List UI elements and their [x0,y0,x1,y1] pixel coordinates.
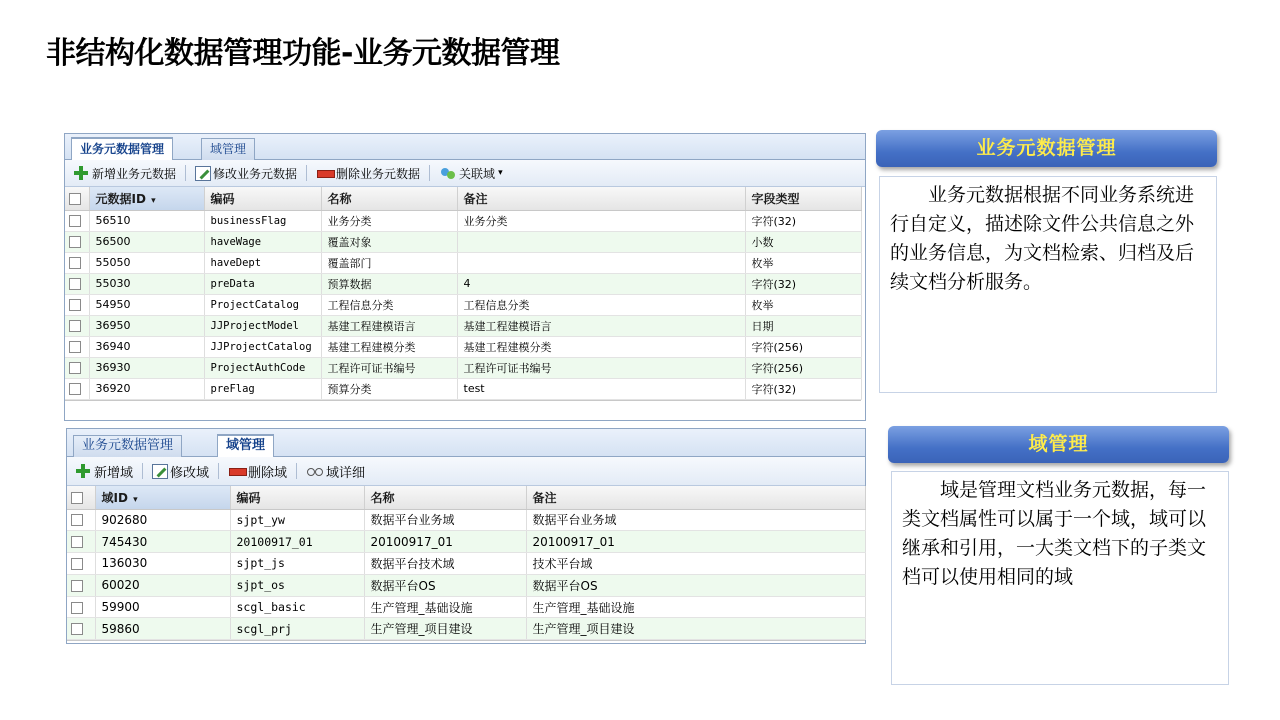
table-cell: 字符(32) [745,210,861,231]
table-cell: 生产管理_基础设施 [364,596,526,618]
row-checkbox[interactable] [67,596,95,618]
row-checkbox[interactable] [67,531,95,553]
metadata-table [65,187,862,400]
info-text-domain: 域是管理文档业务元数据，每一类文档属性可以属于一个域，域可以继承和引用，一大类文档下的子类文档可以使用相同的域 [891,471,1229,685]
table-header [67,486,865,509]
delete-domain-button[interactable]: 删除域 [225,462,290,481]
table-cell: 工程信息分类 [321,294,457,315]
table-cell: 20100917_01 [526,531,865,553]
table-cell: 数据平台业务域 [526,509,865,531]
table-cell: 技术平台域 [526,553,865,575]
edit-domain-button[interactable]: 修改域 [149,462,212,481]
table-cell: 36940 [89,336,204,357]
edit-icon [195,166,211,181]
table-cell [457,252,745,273]
info-title-domain: 域管理 [888,426,1229,463]
row-checkbox[interactable] [65,231,89,252]
table-cell: 数据平台OS [526,574,865,596]
table-cell: sjpt_os [230,574,364,596]
tab-bar [65,134,865,160]
toolbar [67,457,865,486]
table-cell: 59860 [95,618,230,640]
row-checkbox[interactable] [67,618,95,640]
table-cell: 36930 [89,357,204,378]
table-cell: 55030 [89,273,204,294]
table-cell: 136030 [95,553,230,575]
add-metadata-button[interactable]: 新增业务元数据 [69,165,179,182]
table-row[interactable] [65,294,861,315]
info-title-business-metadata: 业务元数据管理 [876,130,1217,167]
table-cell: 4 [457,273,745,294]
table-row[interactable] [65,357,861,378]
table-cell: ProjectAuthCode [204,357,321,378]
table-cell: 20100917_01 [230,531,364,553]
table-cell: 枚举 [745,252,861,273]
table-cell: 60020 [95,574,230,596]
tab-business-metadata[interactable]: 业务元数据管理 [73,435,182,457]
table-cell: 745430 [95,531,230,553]
column-header-field-type[interactable]: 字段类型 [745,187,861,210]
table-cell: 36950 [89,315,204,336]
table-cell: 54950 [89,294,204,315]
table-row[interactable] [67,553,865,575]
column-header-id[interactable]: 元数据ID ▾ [89,187,204,210]
table-row[interactable] [67,509,865,531]
table-cell: test [457,378,745,399]
table-cell: 覆盖对象 [321,231,457,252]
row-checkbox[interactable] [65,210,89,231]
link-icon [439,165,457,181]
row-checkbox[interactable] [65,273,89,294]
domain-table [67,486,866,640]
delete-icon [316,165,334,181]
table-cell: 工程许可证书编号 [457,357,745,378]
table-row[interactable] [67,596,865,618]
table-row[interactable] [65,210,861,231]
row-checkbox[interactable] [67,553,95,575]
table-cell: JJProjectModel [204,315,321,336]
table-cell: 工程信息分类 [457,294,745,315]
toolbar-separator [218,463,219,479]
table-cell: sjpt_yw [230,509,364,531]
table-cell: 字符(256) [745,357,861,378]
table-cell: 59900 [95,596,230,618]
table-cell: 小数 [745,231,861,252]
table-cell: 55050 [89,252,204,273]
table-cell: scgl_basic [230,596,364,618]
toolbar-separator [142,463,143,479]
table-cell: 基建工程建模语言 [457,315,745,336]
table-cell: 56510 [89,210,204,231]
plus-icon [74,463,92,479]
tab-domain[interactable]: 域管理 [217,434,274,457]
domain-panel [66,428,866,644]
table-cell: 生产管理_项目建设 [364,618,526,640]
table-cell: ProjectCatalog [204,294,321,315]
edit-icon [152,464,168,479]
column-header-remark[interactable]: 备注 [457,187,745,210]
row-checkbox[interactable] [67,574,95,596]
toolbar-separator [429,165,430,181]
toolbar-separator [185,165,186,181]
info-text-business-metadata: 业务元数据根据不同业务系统进行自定义，描述除文件公共信息之外的业务信息，为文档检索、归档及后续文档分析服务。 [879,176,1217,393]
page-title: 非结构化数据管理功能-业务元数据管理 [46,36,560,71]
table-row[interactable] [67,531,865,553]
tab-business-metadata[interactable]: 业务元数据管理 [71,137,173,160]
table-cell: 字符(32) [745,273,861,294]
tab-domain[interactable]: 域管理 [201,138,255,160]
table-cell: 预算数据 [321,273,457,294]
metadata-panel [64,133,866,421]
table-cell: 数据平台OS [364,574,526,596]
table-cell: 字符(32) [745,378,861,399]
toolbar-separator [296,463,297,479]
column-header-name[interactable]: 名称 [364,486,526,509]
delete-icon [228,463,246,479]
table-row[interactable] [67,618,865,640]
table-cell: JJProjectCatalog [204,336,321,357]
column-header-remark[interactable]: 备注 [526,486,865,509]
table-cell: 生产管理_项目建设 [526,618,865,640]
plus-icon [72,165,90,181]
row-checkbox[interactable] [67,509,95,531]
select-all-checkbox[interactable] [65,187,89,210]
link-domain-button[interactable]: 关联域 ▾ [436,165,506,182]
row-checkbox[interactable] [65,294,89,315]
toolbar [65,160,865,187]
table-cell: sjpt_js [230,553,364,575]
table-cell [457,231,745,252]
table-row[interactable] [65,252,861,273]
table-cell: 902680 [95,509,230,531]
table-cell: 生产管理_基础设施 [526,596,865,618]
table-cell: scgl_prj [230,618,364,640]
add-domain-button[interactable]: 新增域 [71,462,136,481]
row-checkbox[interactable] [65,315,89,336]
row-checkbox[interactable] [65,378,89,399]
table-row[interactable] [65,231,861,252]
table-cell: 字符(256) [745,336,861,357]
column-header-domain-id[interactable]: 域ID ▾ [95,486,230,509]
table-row[interactable] [65,315,861,336]
column-header-code[interactable]: 编码 [204,187,321,210]
table-cell: 56500 [89,231,204,252]
table-cell: 工程许可证书编号 [321,357,457,378]
select-all-checkbox[interactable] [67,486,95,509]
column-header-code[interactable]: 编码 [230,486,364,509]
table-cell: 业务分类 [457,210,745,231]
sort-down-icon: ▾ [133,494,138,505]
table-cell: 数据平台业务域 [364,509,526,531]
table-cell: haveWage [204,231,321,252]
table-cell: businessFlag [204,210,321,231]
table-header [65,187,861,210]
table-row[interactable] [65,336,861,357]
table-cell: 覆盖部门 [321,252,457,273]
table-row[interactable] [65,378,861,399]
table-cell: 基建工程建模分类 [321,336,457,357]
sort-down-icon: ▾ [151,195,156,206]
table-cell: preData [204,273,321,294]
row-checkbox[interactable] [65,252,89,273]
table-cell: preFlag [204,378,321,399]
table-cell: 预算分类 [321,378,457,399]
toolbar-separator [306,165,307,181]
table-cell: 业务分类 [321,210,457,231]
tab-bar [67,429,865,457]
table-cell: 20100917_01 [364,531,526,553]
table-cell: 基建工程建模分类 [457,336,745,357]
table-row[interactable] [65,273,861,294]
glasses-icon [306,463,324,479]
table-cell: 枚举 [745,294,861,315]
table-cell: 36920 [89,378,204,399]
column-header-name[interactable]: 名称 [321,187,457,210]
delete-metadata-button[interactable]: 删除业务元数据 [313,165,423,182]
chevron-down-icon: ▾ [498,168,503,178]
table-cell: 基建工程建模语言 [321,315,457,336]
domain-detail-button[interactable]: 域详细 [303,462,368,481]
edit-metadata-button[interactable]: 修改业务元数据 [192,165,300,182]
table-row[interactable] [67,574,865,596]
row-checkbox[interactable] [65,336,89,357]
row-checkbox[interactable] [65,357,89,378]
table-cell: 日期 [745,315,861,336]
table-cell: 数据平台技术域 [364,553,526,575]
table-cell: haveDept [204,252,321,273]
